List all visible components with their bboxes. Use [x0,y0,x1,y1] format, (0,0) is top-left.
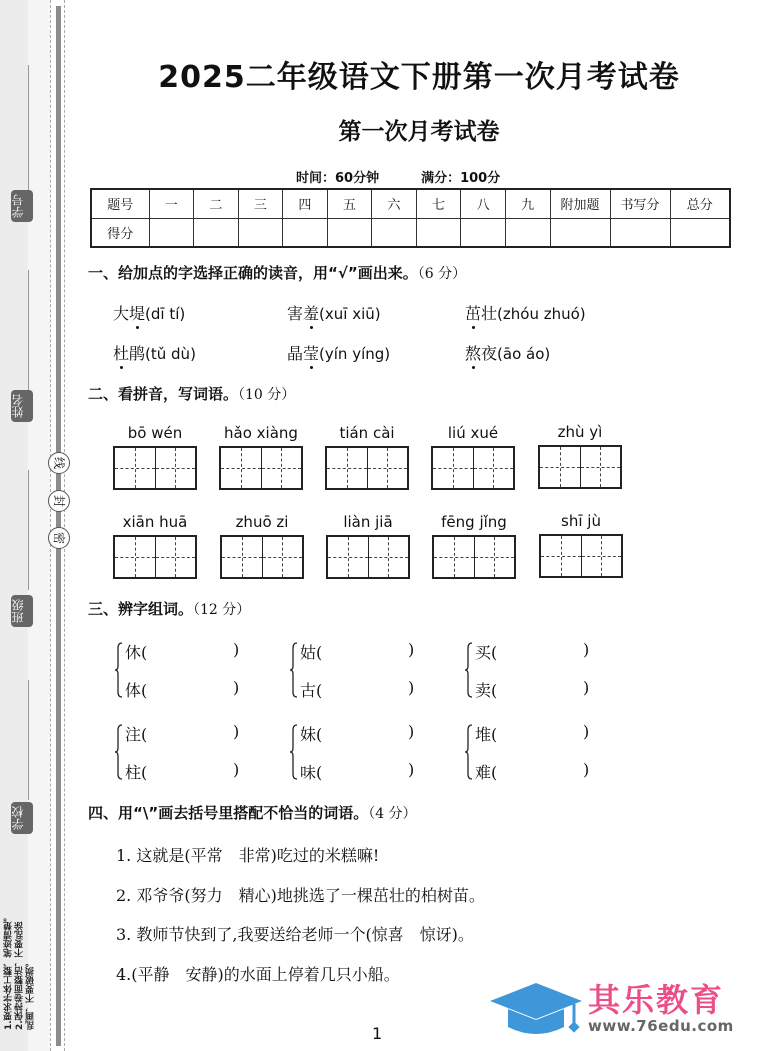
char-pair [115,640,245,702]
score-header-cell: 一 [149,189,194,218]
tianzige-grid[interactable] [538,445,622,489]
pair-row[interactable] [125,640,245,663]
field-line-school[interactable] [28,680,29,800]
brace-icon [115,642,123,698]
note-line: 乱画，不要破损。 [26,958,36,1030]
tianzige-grid[interactable] [219,446,303,490]
page-subtitle: 第一次月考试卷 [338,119,500,145]
score-table [90,188,731,248]
score-cell[interactable] [372,218,417,247]
pair-char: 堆( [475,725,498,744]
grid-cell[interactable] [541,536,581,576]
pair-char: 姑( [300,643,323,662]
pinyin-options: (dī tí) [145,305,186,323]
close-paren: ) [233,760,240,779]
cut-line [64,0,65,1051]
close-paren: ) [408,760,415,779]
brace-icon [115,724,123,780]
pinyin-label: zhù yì [557,423,603,441]
pinyin-writing-item [431,424,515,490]
score-cell[interactable] [149,218,194,247]
section-1-title [88,262,466,283]
word-part: 夜 [481,344,498,363]
score-header-cell: 二 [194,189,239,218]
sentence-item[interactable]: 4.(平静 安静)的水面上停着几只小船。 [116,965,400,984]
pinyin-options: (xuī xiū) [319,305,381,323]
close-paren: ) [408,640,415,659]
tianzige-grid[interactable] [431,446,515,490]
exam-notes [4,870,44,1030]
cut-line [50,0,51,1051]
tianzige-grid[interactable] [113,446,197,490]
pair-char: 难( [475,763,498,782]
close-paren: ) [408,722,415,741]
pair-row[interactable] [300,760,420,783]
score-header-cell: 三 [238,189,283,218]
score-cell[interactable] [610,218,670,247]
score-cell[interactable] [194,218,239,247]
pinyin-label: zhuō zi [235,513,289,531]
seal-secret-char: 密 [48,527,70,549]
tianzige-grid[interactable] [539,534,623,578]
tianzige-grid[interactable] [325,446,409,490]
score-cell[interactable] [550,218,610,247]
close-paren: ) [233,678,240,697]
score-header-cell: 附加题 [550,189,610,218]
pair-char: 买( [475,643,498,662]
brace-icon [465,642,473,698]
pair-char: 柱( [125,763,148,782]
pinyin-writing-item [326,513,410,579]
tianzige-grid[interactable] [432,535,516,579]
grid-cell[interactable] [368,537,409,577]
pair-char: 古( [300,681,323,700]
pronunciation-item[interactable] [465,301,586,324]
pinyin-options: (tǔ dù) [145,345,196,363]
section-2-points: （10 分） [238,387,296,403]
dotted-char: 杜 [113,344,130,363]
pair-char: 注( [125,725,148,744]
pinyin-writing-item [113,513,197,579]
score-cell[interactable] [461,218,506,247]
score-header-cell: 六 [372,189,417,218]
pinyin-writing-item [539,512,623,578]
score-table-header-row [91,189,730,218]
score-header-cell: 七 [416,189,461,218]
grid-cell[interactable] [262,537,303,577]
char-pair [115,722,245,784]
score-cell[interactable] [670,218,730,247]
score-cell[interactable] [238,218,283,247]
sentence-item[interactable]: 2. 邓爷爷(努力 精心)地挑选了一棵茁壮的柏树苗。 [116,886,485,905]
sentence-item[interactable]: 1. 这就是(平常 非常)吃过的米糕嘛! [116,846,380,865]
pair-char: 卖( [475,681,498,700]
pinyin-label: shī jù [561,512,601,530]
pronunciation-item[interactable] [465,341,550,364]
section-3-title [88,598,250,619]
grid-cell[interactable] [261,448,302,488]
char-pair [465,640,595,702]
section-1-points: （6 分） [417,266,467,282]
pinyin-label: fēng jǐng [441,513,507,531]
pinyin-options: (āo áo) [497,345,551,363]
pair-row[interactable] [475,640,595,663]
section-4-points: （4 分） [368,806,417,822]
score-cell[interactable] [416,218,461,247]
page-title: 2025二年级语文下册第一次月考试卷 [158,60,680,95]
section-4-title [88,802,417,823]
grid-cell[interactable] [115,448,155,488]
pronunciation-item[interactable] [113,341,196,364]
section-2-heading: 二、看拼音，写词语。 [88,385,239,403]
pinyin-writing-item [325,424,409,490]
pair-char: 休( [125,643,148,662]
pinyin-writing-item [538,423,622,489]
dotted-char: 熬 [465,344,482,363]
pinyin-label: xiān huā [122,513,188,531]
pinyin-label: bō wén [127,424,183,442]
grid-cell[interactable] [473,448,514,488]
pinyin-label: hǎo xiàng [224,424,298,442]
char-pair [465,722,595,784]
word-part: 鹃 [129,344,146,363]
pair-row[interactable] [475,760,595,783]
sentence-item[interactable]: 3. 教师节快到了,我要送给老师一个(惊喜 惊讶)。 [116,925,474,944]
close-paren: ) [583,760,590,779]
pronunciation-item[interactable] [287,341,390,364]
dotted-char: 莹 [303,344,320,363]
close-paren: ) [583,640,590,659]
close-paren: ) [583,722,590,741]
field-label-school: 学校 [11,802,33,834]
binding-margin [0,0,80,1051]
pair-row[interactable] [300,722,420,745]
grid-cell[interactable] [474,537,515,577]
brand-logo [488,975,758,1045]
exam-meta [296,167,500,186]
grid-cell[interactable] [328,537,368,577]
score-cell[interactable] [283,218,328,247]
grid-cell[interactable] [222,537,262,577]
close-paren: ) [408,678,415,697]
seal-seal-char: 封 [48,490,70,512]
section-1-heading: 一、给加点的字选择正确的读音，用“√”画出来。 [88,264,418,282]
dotted-char: 堤 [129,304,146,323]
pinyin-writing-item [432,513,516,579]
field-line-class[interactable] [28,470,29,590]
field-line-student-id[interactable] [28,65,29,190]
word-part: 晶 [287,344,304,363]
pair-row[interactable] [300,640,420,663]
section-3-heading: 三、辨字组词。 [88,600,194,618]
note-line: 2.保持卷面整洁，不要乱涂 [15,921,25,1030]
close-paren: ) [233,640,240,659]
pinyin-options: (zhóu zhuó) [497,305,586,323]
field-line-name[interactable] [28,270,29,390]
exam-full-score: 满分：100分 [421,171,501,186]
brace-icon [465,724,473,780]
dotted-char: 茁 [465,304,482,323]
grid-cell[interactable] [115,537,155,577]
word-part: 壮 [481,304,498,323]
pinyin-writing-item [220,513,304,579]
word-part: 大 [113,304,130,323]
pair-row[interactable] [475,678,595,701]
score-row-label: 得分 [91,218,149,247]
tianzige-grid[interactable] [113,535,197,579]
pair-row[interactable] [125,722,245,745]
pair-char: 体( [125,681,148,700]
grid-cell[interactable] [155,537,196,577]
brand-name: 其乐教育 [588,981,725,1019]
tianzige-grid[interactable] [326,535,410,579]
score-header-cell: 书写分 [610,189,670,218]
field-label-student-id: 学号 [11,190,33,222]
score-header-cell: 九 [505,189,550,218]
brace-icon [290,642,298,698]
exam-time: 时间：60分钟 [296,171,380,186]
section-2-title [88,383,295,404]
tianzige-grid[interactable] [220,535,304,579]
note-line: 1.要求字体工整、笔迹清楚。 [4,912,14,1030]
score-header-cell: 五 [327,189,372,218]
field-label-name: 姓名 [11,390,33,422]
score-header-cell: 四 [283,189,328,218]
pinyin-writing-item [113,424,197,490]
score-header-cell: 总分 [670,189,730,218]
grid-cell[interactable] [434,537,474,577]
score-header-cell: 八 [461,189,506,218]
pinyin-writing-item [219,424,303,490]
grid-cell[interactable] [327,448,367,488]
close-paren: ) [583,678,590,697]
field-label-class: 班级 [11,595,33,627]
grid-cell[interactable] [221,448,261,488]
pair-row[interactable] [300,678,420,701]
section-3-points: （12 分） [193,602,251,618]
grid-cell[interactable] [580,447,621,487]
pinyin-label: liú xué [447,424,499,442]
brand-url[interactable]: www.76edu.com [588,1017,734,1035]
dotted-char: 羞 [303,304,320,323]
pair-char: 味( [300,763,323,782]
brace-icon [290,724,298,780]
pinyin-label: liàn jiā [343,513,393,531]
grid-cell[interactable] [433,448,473,488]
score-table-score-row [91,218,730,247]
score-cell[interactable] [505,218,550,247]
grid-cell[interactable] [540,447,580,487]
char-pair [290,640,420,702]
pronunciation-item[interactable] [113,301,185,324]
grid-cell[interactable] [367,448,408,488]
word-part: 害 [287,304,304,323]
pair-row[interactable] [125,760,245,783]
binding-bar [56,6,61,1046]
score-cell[interactable] [327,218,372,247]
score-header-cell: 题号 [91,189,149,218]
pronunciation-item[interactable] [287,301,381,324]
pair-row[interactable] [475,722,595,745]
section-4-heading: 四、用“\”画去括号里搭配不恰当的词语。 [88,804,369,822]
grid-cell[interactable] [155,448,196,488]
page-number: 1 [372,1024,383,1043]
seal-line-char: 线 [48,452,70,474]
char-pair [290,722,420,784]
pinyin-label: tián cài [339,424,395,442]
graduation-cap-icon [488,981,584,1039]
pinyin-options: (yín yíng) [319,345,391,363]
close-paren: ) [233,722,240,741]
pair-char: 妹( [300,725,323,744]
grid-cell[interactable] [581,536,622,576]
pair-row[interactable] [125,678,245,701]
